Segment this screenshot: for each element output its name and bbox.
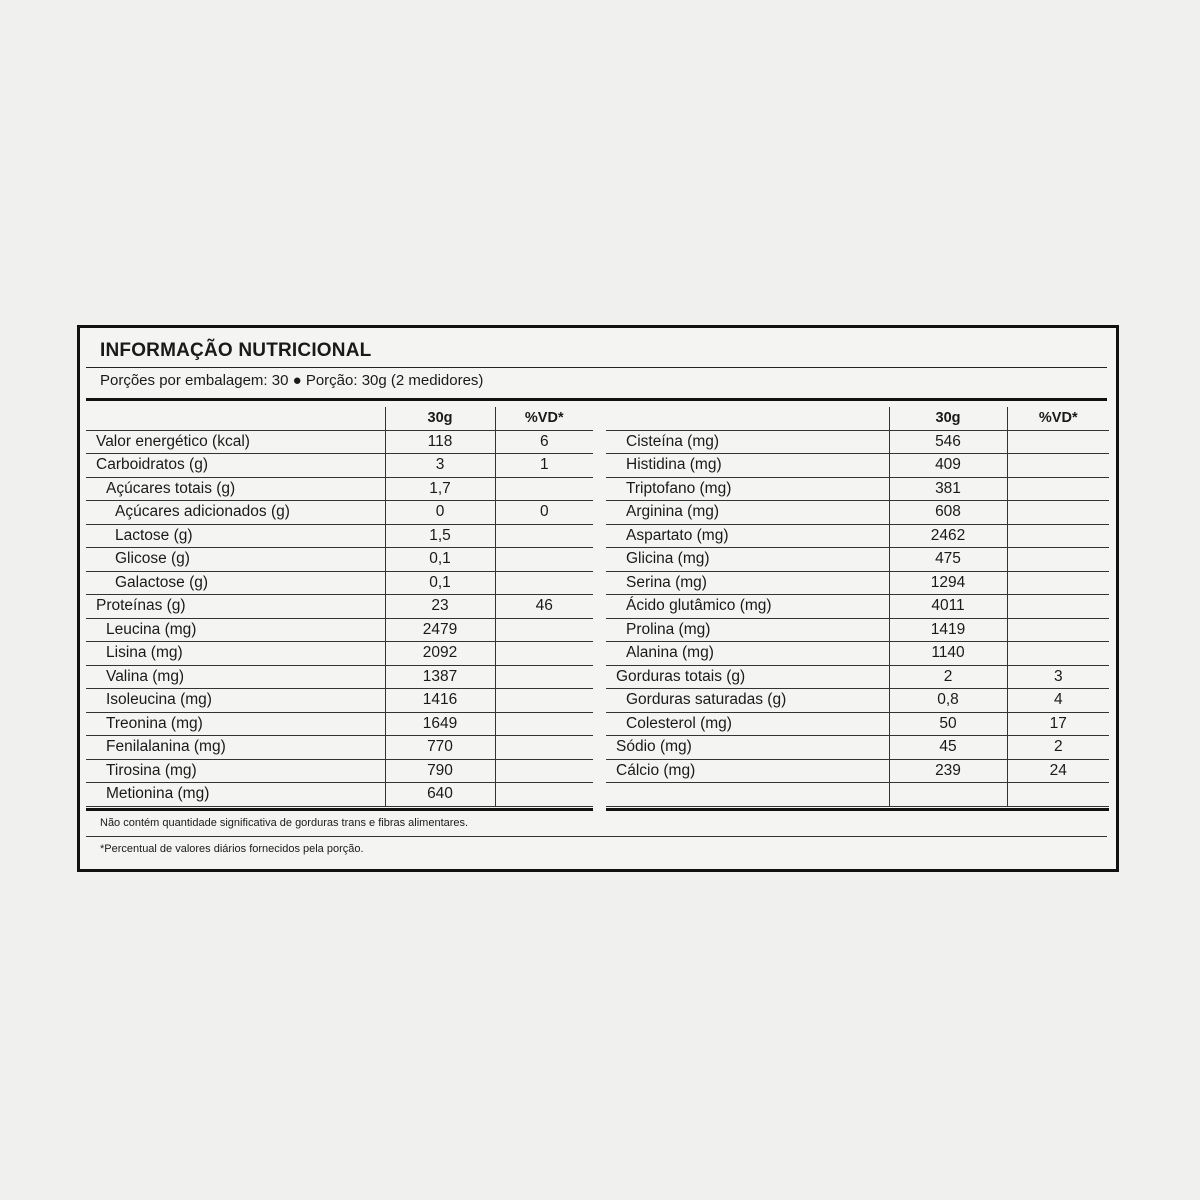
nutrient-daily-value [495, 548, 593, 572]
nutrient-name: Alanina (mg) [606, 642, 889, 666]
nutrient-row [86, 736, 593, 760]
nutrient-name: Proteínas (g) [86, 595, 385, 619]
nutrient-amount: 640 [385, 783, 495, 807]
nutrient-row [86, 571, 593, 595]
nutrient-row [86, 477, 593, 501]
nutrient-row [86, 454, 593, 478]
nutrient-daily-value [495, 712, 593, 736]
header-amount-cell: 30g [889, 407, 1007, 430]
table-bottom-divider-right [606, 808, 1109, 811]
nutrient-amount: 546 [889, 430, 1007, 454]
nutrient-daily-value [495, 642, 593, 666]
nutrient-daily-value: 6 [495, 430, 593, 454]
nutrient-name: Gorduras totais (g) [606, 665, 889, 689]
nutrient-daily-value [495, 477, 593, 501]
nutrient-amount: 1387 [385, 665, 495, 689]
nutrition-table-right [606, 407, 1109, 807]
nutrient-daily-value [495, 618, 593, 642]
nutrient-row [606, 618, 1109, 642]
nutrient-row [606, 430, 1109, 454]
nutrient-amount: 239 [889, 759, 1007, 783]
nutrient-name: Colesterol (mg) [606, 712, 889, 736]
table-bottom-divider-left [86, 808, 593, 811]
nutrient-name: Gorduras saturadas (g) [606, 689, 889, 713]
nutrient-row [606, 454, 1109, 478]
nutrition-table-left [86, 407, 593, 807]
nutrient-row [86, 759, 593, 783]
nutrient-row [606, 595, 1109, 619]
nutrient-row [86, 430, 593, 454]
nutrient-name: Cisteína (mg) [606, 430, 889, 454]
header-amount-cell: 30g [385, 407, 495, 430]
title-divider [86, 367, 1107, 368]
nutrient-row [606, 501, 1109, 525]
nutrient-amount: 0,1 [385, 571, 495, 595]
nutrient-daily-value: 3 [1007, 665, 1109, 689]
nutrient-amount: 118 [385, 430, 495, 454]
table-header-row [606, 407, 1109, 430]
nutrient-name: Galactose (g) [86, 571, 385, 595]
nutrient-daily-value: 2 [1007, 736, 1109, 760]
nutrient-amount: 0,1 [385, 548, 495, 572]
nutrient-daily-value: 1 [495, 454, 593, 478]
nutrient-name: Leucina (mg) [86, 618, 385, 642]
nutrient-name: Histidina (mg) [606, 454, 889, 478]
header-divider [86, 398, 1107, 401]
nutrient-amount: 45 [889, 736, 1007, 760]
nutrient-name: Arginina (mg) [606, 501, 889, 525]
nutrient-amount [889, 783, 1007, 807]
nutrition-facts-label [77, 325, 1119, 872]
nutrient-name: Valor energético (kcal) [86, 430, 385, 454]
nutrient-amount: 23 [385, 595, 495, 619]
nutrient-row [86, 665, 593, 689]
header-vd-cell: %VD* [1007, 407, 1109, 430]
nutrient-amount: 4011 [889, 595, 1007, 619]
nutrient-row [606, 736, 1109, 760]
nutrient-daily-value: 24 [1007, 759, 1109, 783]
nutrient-name: Cálcio (mg) [606, 759, 889, 783]
header-vd-cell: %VD* [495, 407, 593, 430]
nutrient-amount: 2462 [889, 524, 1007, 548]
nutrient-daily-value [1007, 430, 1109, 454]
nutrient-daily-value [495, 571, 593, 595]
nutrient-row [86, 712, 593, 736]
nutrient-daily-value [1007, 548, 1109, 572]
nutrient-amount: 0 [385, 501, 495, 525]
nutrient-amount: 790 [385, 759, 495, 783]
nutrient-row [86, 689, 593, 713]
nutrient-name: Fenilalanina (mg) [86, 736, 385, 760]
nutrient-amount: 409 [889, 454, 1007, 478]
nutrient-name: Glicina (mg) [606, 548, 889, 572]
nutrient-row [86, 595, 593, 619]
nutrient-name: Açúcares adicionados (g) [86, 501, 385, 525]
nutrient-name: Açúcares totais (g) [86, 477, 385, 501]
header-nutrient-cell [86, 407, 385, 430]
nutrient-amount: 2092 [385, 642, 495, 666]
nutrient-amount: 381 [889, 477, 1007, 501]
nutrient-daily-value: 0 [495, 501, 593, 525]
nutrient-row [86, 783, 593, 807]
nutrient-row [606, 548, 1109, 572]
nutrient-amount: 1140 [889, 642, 1007, 666]
nutrient-name: Lisina (mg) [86, 642, 385, 666]
footnote-divider [86, 836, 1107, 837]
nutrient-daily-value [1007, 783, 1109, 807]
nutrient-name: Ácido glutâmico (mg) [606, 595, 889, 619]
label-title: INFORMAÇÃO NUTRICIONAL [100, 340, 372, 361]
nutrient-amount: 3 [385, 454, 495, 478]
nutrient-row [86, 524, 593, 548]
nutrient-name: Triptofano (mg) [606, 477, 889, 501]
nutrient-name: Metionina (mg) [86, 783, 385, 807]
nutrient-name: Tirosina (mg) [86, 759, 385, 783]
nutrient-name: Prolina (mg) [606, 618, 889, 642]
header-nutrient-cell [606, 407, 889, 430]
servings-info: Porções por embalagem: 30 ● Porção: 30g (2 medidores) [100, 372, 484, 389]
nutrient-amount: 2479 [385, 618, 495, 642]
nutrient-name [606, 783, 889, 807]
nutrient-daily-value [1007, 477, 1109, 501]
nutrient-name: Carboidratos (g) [86, 454, 385, 478]
nutrient-daily-value [1007, 501, 1109, 525]
nutrient-row [606, 689, 1109, 713]
nutrient-row [606, 665, 1109, 689]
nutrient-row [606, 759, 1109, 783]
nutrient-daily-value [1007, 571, 1109, 595]
nutrient-daily-value [495, 524, 593, 548]
nutrient-amount: 1419 [889, 618, 1007, 642]
nutrient-amount: 1649 [385, 712, 495, 736]
nutrient-name: Sódio (mg) [606, 736, 889, 760]
footnote-daily-values: *Percentual de valores diários fornecidos pela porção. [100, 843, 364, 855]
nutrient-daily-value [1007, 454, 1109, 478]
nutrient-row [606, 571, 1109, 595]
table-header-row [86, 407, 593, 430]
nutrient-daily-value: 4 [1007, 689, 1109, 713]
nutrient-row [606, 642, 1109, 666]
nutrient-row [86, 501, 593, 525]
nutrient-amount: 475 [889, 548, 1007, 572]
nutrient-daily-value: 46 [495, 595, 593, 619]
nutrient-amount: 770 [385, 736, 495, 760]
nutrient-amount: 1,5 [385, 524, 495, 548]
nutrient-daily-value [1007, 595, 1109, 619]
nutrient-row [606, 524, 1109, 548]
nutrient-daily-value: 17 [1007, 712, 1109, 736]
nutrient-daily-value [495, 736, 593, 760]
nutrient-amount: 1,7 [385, 477, 495, 501]
nutrient-daily-value [495, 665, 593, 689]
nutrient-daily-value [495, 689, 593, 713]
nutrient-amount: 0,8 [889, 689, 1007, 713]
nutrient-daily-value [1007, 642, 1109, 666]
nutrient-row [86, 642, 593, 666]
nutrient-name: Treonina (mg) [86, 712, 385, 736]
nutrient-amount: 608 [889, 501, 1007, 525]
nutrient-row [606, 783, 1109, 807]
nutrient-daily-value [495, 783, 593, 807]
nutrient-name: Serina (mg) [606, 571, 889, 595]
nutrient-amount: 2 [889, 665, 1007, 689]
nutrient-amount: 50 [889, 712, 1007, 736]
nutrient-amount: 1416 [385, 689, 495, 713]
nutrient-daily-value [495, 759, 593, 783]
nutrient-name: Glicose (g) [86, 548, 385, 572]
footnote-trans-fat: Não contém quantidade significativa de gorduras trans e fibras alimentares. [100, 817, 469, 829]
nutrient-row [606, 477, 1109, 501]
nutrient-name: Aspartato (mg) [606, 524, 889, 548]
nutrient-name: Lactose (g) [86, 524, 385, 548]
nutrient-daily-value [1007, 618, 1109, 642]
nutrient-row [86, 618, 593, 642]
nutrient-row [606, 712, 1109, 736]
nutrient-amount: 1294 [889, 571, 1007, 595]
nutrient-row [86, 548, 593, 572]
nutrient-name: Valina (mg) [86, 665, 385, 689]
nutrient-name: Isoleucina (mg) [86, 689, 385, 713]
nutrient-daily-value [1007, 524, 1109, 548]
